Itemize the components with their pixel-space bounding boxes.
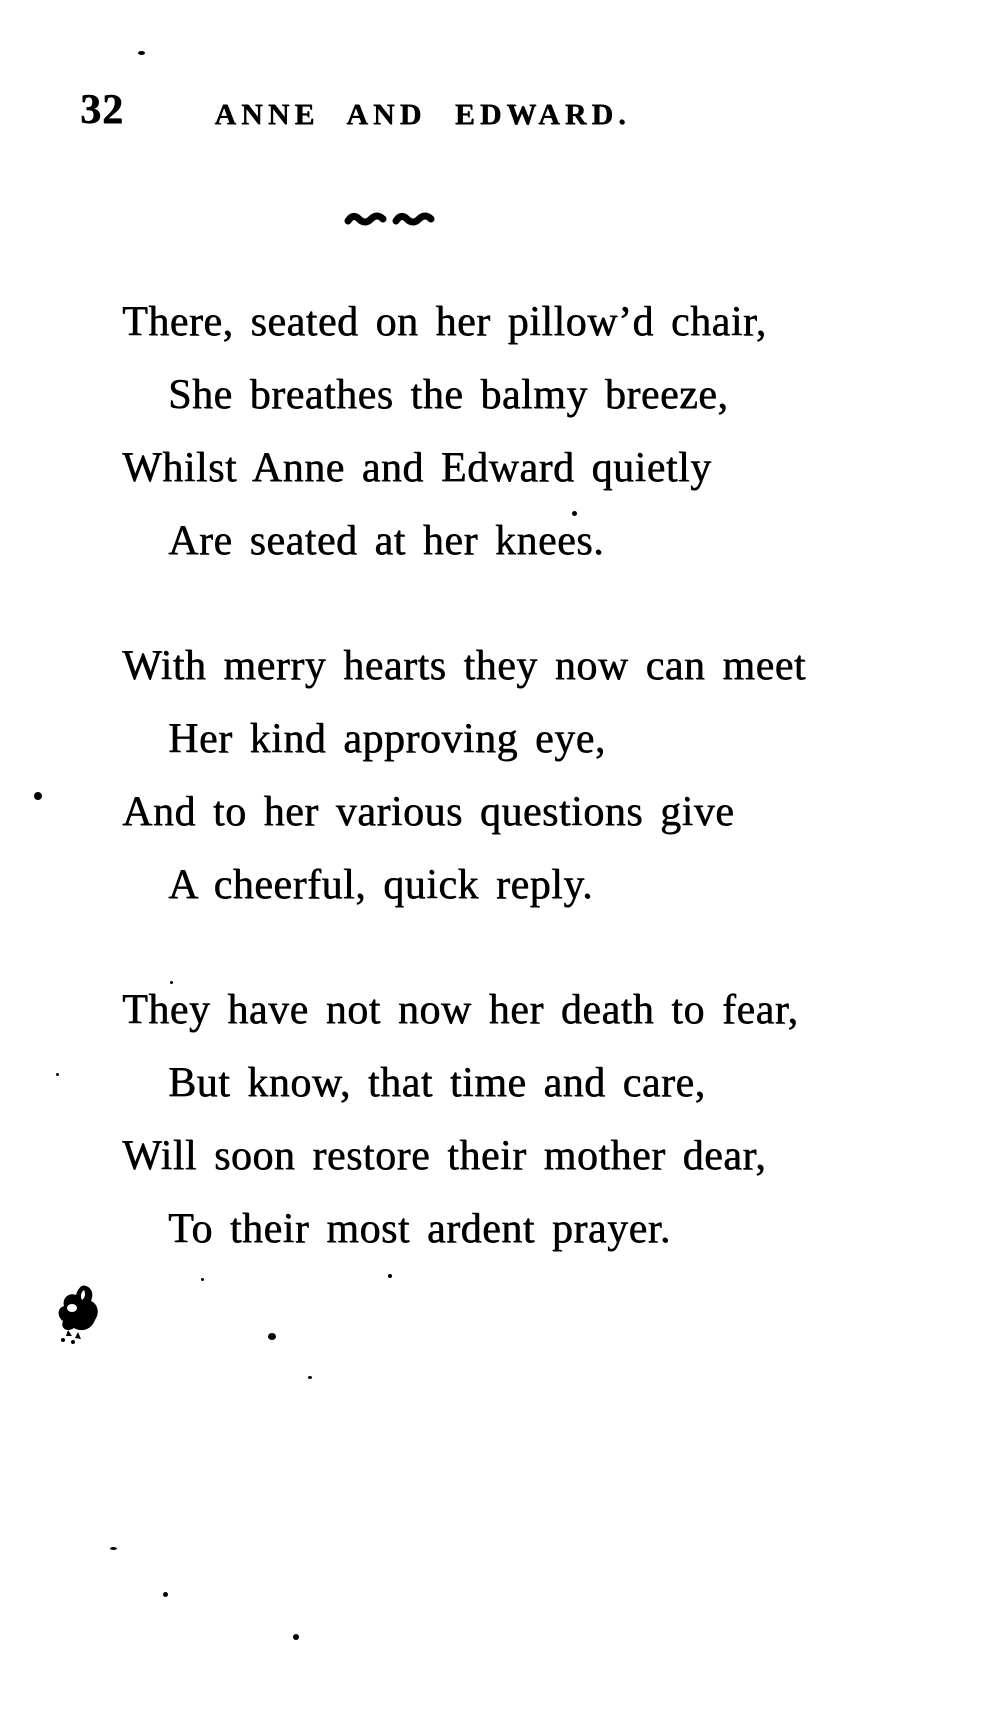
running-header-title: ANNE AND EDWARD. xyxy=(214,98,631,131)
ink-speck-artifact xyxy=(170,981,173,984)
ink-speck-artifact xyxy=(268,1333,276,1340)
ink-speck-artifact xyxy=(308,1376,312,1379)
poem-line: They have not now her death to fear, xyxy=(122,987,799,1033)
poem-line: Her kind approving eye, xyxy=(168,716,606,762)
ink-speck-artifact xyxy=(138,51,145,55)
ink-speck-artifact xyxy=(572,511,577,516)
ink-speck-artifact xyxy=(110,1547,117,1550)
ink-speck-artifact xyxy=(388,1274,392,1278)
ink-speck-artifact xyxy=(34,792,42,800)
ink-speck-artifact xyxy=(163,1592,168,1597)
poem xyxy=(122,286,806,1318)
ink-blot-icon xyxy=(56,1284,110,1354)
poem-line: There, seated on her pillow’d chair, xyxy=(122,299,767,345)
poem-line: Are seated at her knees. xyxy=(168,518,604,564)
ink-blot-artifact xyxy=(56,1284,110,1359)
poem-line: Whilst Anne and Edward quietly xyxy=(122,445,712,491)
page-number: 32 xyxy=(80,87,124,133)
stanza xyxy=(122,974,806,1266)
ink-speck-artifact xyxy=(293,1634,299,1640)
poem-line: And to her various questions give xyxy=(122,789,735,835)
poem-line: To their most ardent prayer. xyxy=(168,1206,671,1252)
poem-line: She breathes the balmy breeze, xyxy=(168,372,729,418)
squiggle-ornament-icon xyxy=(344,211,436,229)
poem-line: But know, that time and care, xyxy=(168,1060,706,1106)
ink-speck-artifact xyxy=(201,1278,204,1281)
poem-line: A cheerful, quick reply. xyxy=(168,862,593,908)
poem-line: With merry hearts they now can meet xyxy=(122,643,806,689)
stanza xyxy=(122,286,806,578)
section-divider-ornament xyxy=(344,211,436,234)
poem-line: Will soon restore their mother dear, xyxy=(122,1133,767,1179)
stanza xyxy=(122,630,806,922)
ink-speck-artifact xyxy=(56,1073,59,1076)
